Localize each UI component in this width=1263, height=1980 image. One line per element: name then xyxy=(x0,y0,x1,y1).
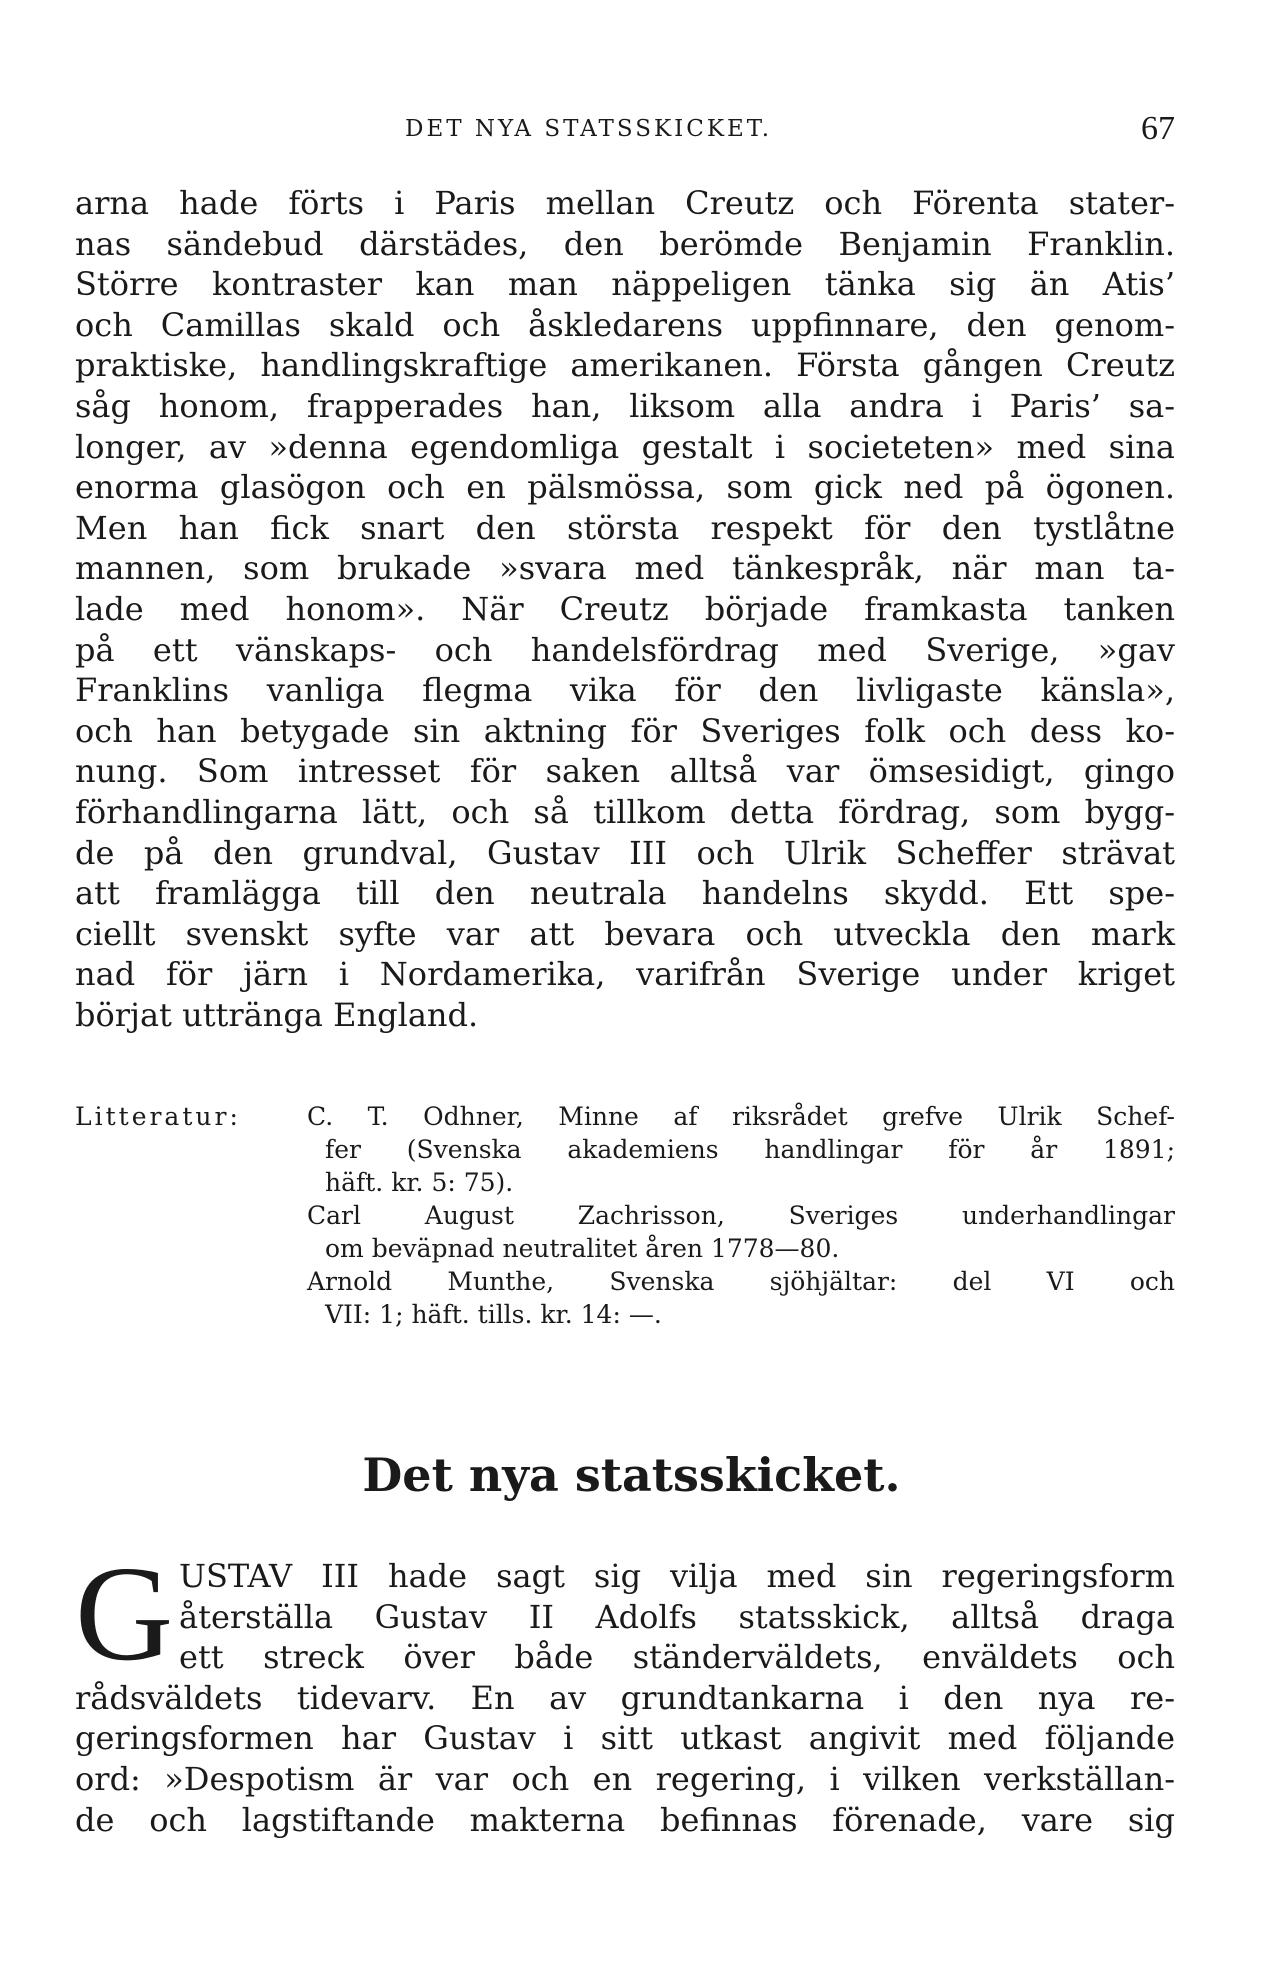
body-line: arna hade förts i Paris mellan Creutz och Förenta stater- xyxy=(75,184,1175,222)
body-line: nas sändebud därstädes, den berömde Benjamin Franklin. xyxy=(75,224,1175,263)
body-line: ciellt svenskt syfte var att bevara och utveckla den mark xyxy=(75,914,1175,953)
section-line: de och lagstiftande makterna befinnas förenade, vare sig xyxy=(75,1800,1175,1839)
body-paragraph xyxy=(75,183,1175,1035)
section-line: geringsformen har Gustav i sitt utkast angivit med följande xyxy=(75,1719,1175,1758)
body-line: longer, av »denna egendomliga gestalt i societeten» med sina xyxy=(75,427,1175,466)
page-number: 67 xyxy=(1141,110,1175,147)
literature-line: VII: 1; häft. tills. kr. 14: —. xyxy=(325,1300,662,1329)
section-heading: Det nya statsskicket. xyxy=(362,1448,901,1502)
section-line: rådsväldets tidevarv. En av grundtankarna i den nya re- xyxy=(75,1678,1175,1717)
body-line: enorma glasögon och en pälsmössa, som gick ned på ögonen. xyxy=(75,468,1175,507)
body-line: Franklins vanliga flegma vika för den livligaste känsla», xyxy=(75,671,1175,710)
literature-entries xyxy=(307,1100,1175,1331)
body-line: nad för järn i Nordamerika, varifrån Sverige under kriget xyxy=(75,955,1175,994)
drop-cap: G xyxy=(75,1539,174,1689)
literature-line: Arnold Munthe, Svenska sjöhjältar: del VI och xyxy=(307,1267,1175,1296)
literature-label: Litteratur: xyxy=(75,1102,241,1131)
running-title: DET NYA STATSSKICKET. xyxy=(405,116,773,142)
body-line: nung. Som intresset för saken alltså var ömsesidigt, gingo xyxy=(75,752,1175,791)
body-line: och han betygade sin aktning för Sveriges folk och dess ko- xyxy=(75,711,1175,750)
body-line: på ett vänskaps- och handelsfördrag med Sverige, »gav xyxy=(75,630,1175,669)
body-line: förhandlingarna lätt, och så tillkom detta fördrag, som bygg- xyxy=(75,792,1175,831)
body-line: börjat uttränga England. xyxy=(75,995,479,1034)
body-line: Större kontraster kan man näppeligen tänka sig än Atis’ xyxy=(75,265,1175,304)
running-head xyxy=(75,110,1175,150)
section-line: ord: »Despotism är var och en regering, i vilken verkställan- xyxy=(75,1759,1175,1798)
section-line: ett streck över både ständerväldets, enväldets och xyxy=(179,1638,1175,1677)
literature-line: häft. kr. 5: 75). xyxy=(325,1168,514,1197)
literature-line: om beväpnad neutralitet åren 1778—80. xyxy=(325,1234,840,1263)
body-line: mannen, som brukade »svara med tänkespråk, när man ta- xyxy=(75,549,1175,588)
literature-line: fer (Svenska akademiens handlingar för år 1891; xyxy=(325,1135,1175,1164)
body-line: såg honom, frapperades han, liksom alla andra i Paris’ sa- xyxy=(75,386,1175,425)
body-line: Men han fick snart den största respekt för den tystlåtne xyxy=(75,508,1175,547)
section-line: USTAV III hade sagt sig vilja med sin regeringsform xyxy=(179,1557,1175,1595)
section-line: återställa Gustav II Adolfs statsskick, alltså draga xyxy=(179,1597,1175,1636)
body-line: de på den grundval, Gustav III och Ulrik Scheffer strävat xyxy=(75,833,1175,872)
body-line: lade med honom». När Creutz började framkasta tanken xyxy=(75,589,1175,628)
literature-line: C. T. Odhner, Minne af riksrådet grefve Ulrik Schef- xyxy=(307,1102,1175,1131)
body-line: att framlägga till den neutrala handelns skydd. Ett spe- xyxy=(75,874,1175,913)
body-line: och Camillas skald och åskledarens uppfinnare, den genom- xyxy=(75,305,1175,344)
section-paragraph xyxy=(75,1539,1175,1840)
body-line: praktiske, handlingskraftige amerikanen. Första gången Creutz xyxy=(75,346,1175,385)
literature-line: Carl August Zachrisson, Sveriges underhandlingar xyxy=(307,1201,1175,1230)
